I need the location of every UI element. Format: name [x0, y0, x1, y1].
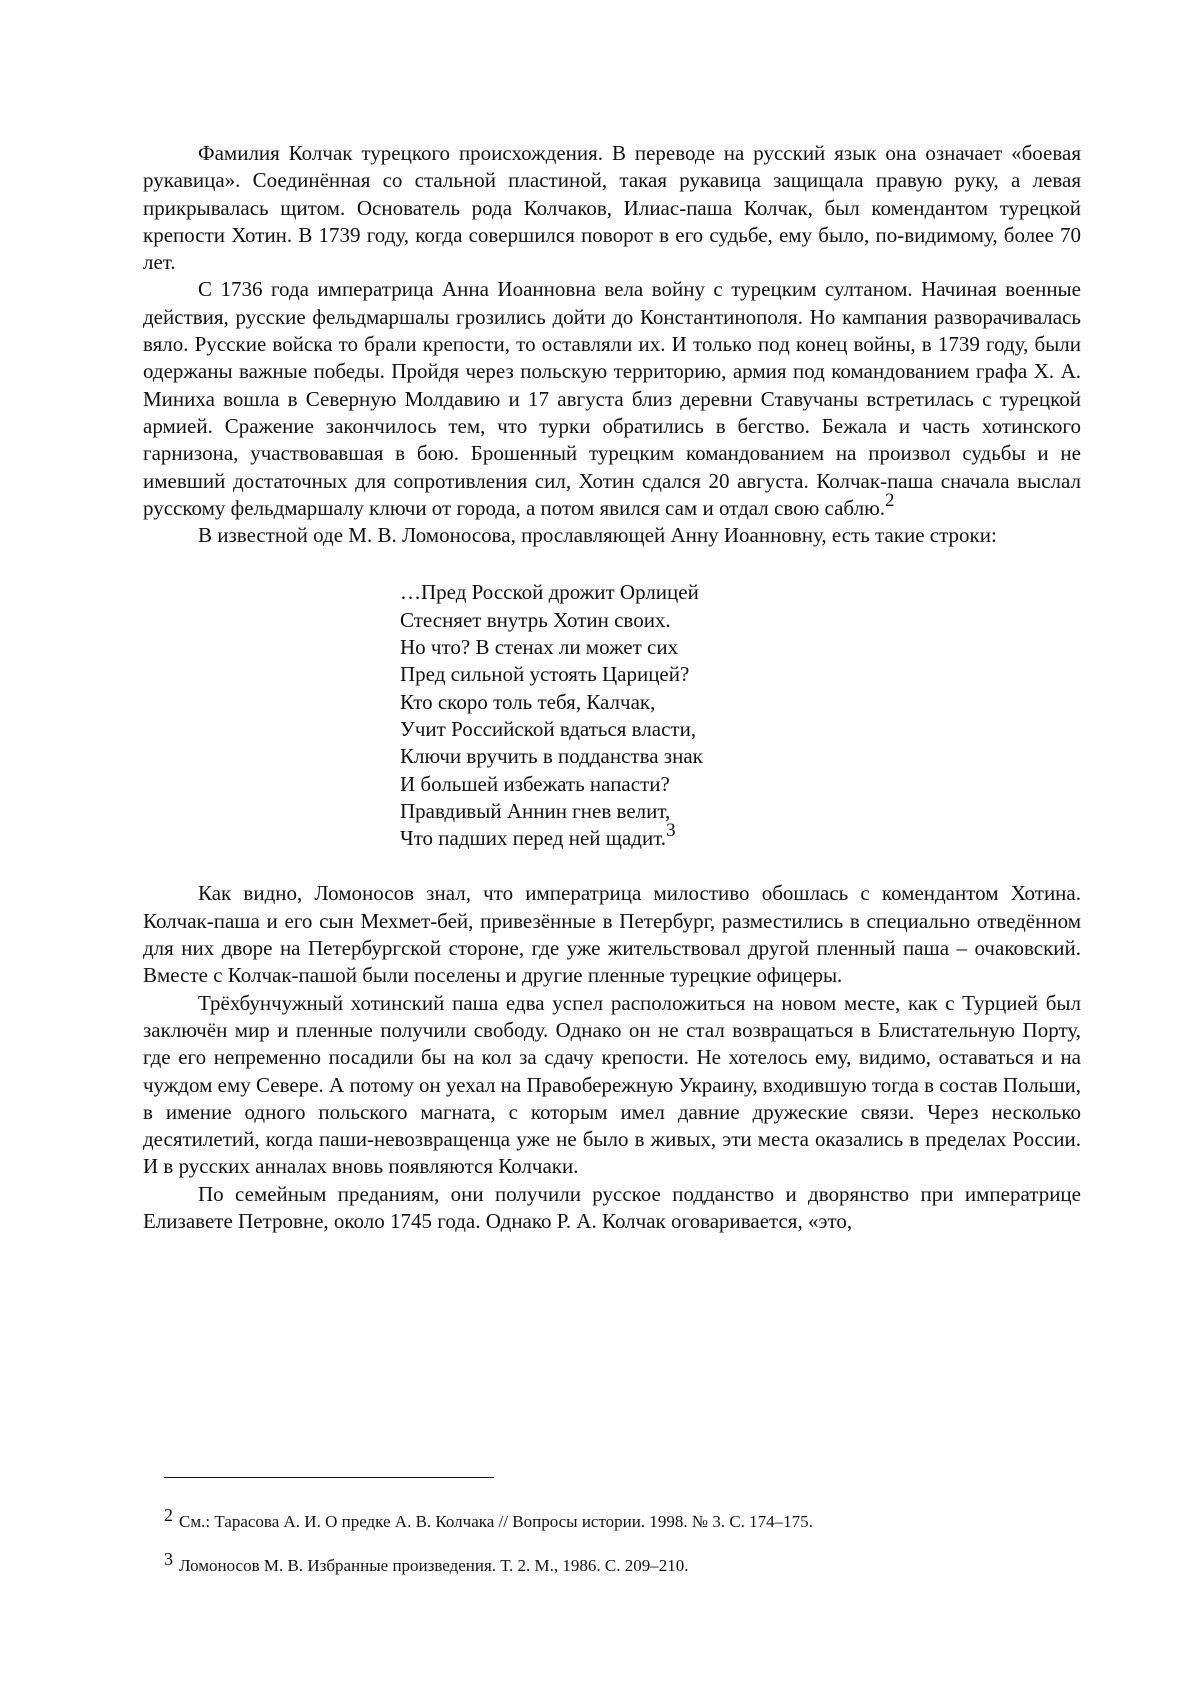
paragraph	[143, 276, 1081, 522]
paragraph-text: По семейным преданиям, они получили русское подданство и дворянство при императрице Елизавете Петровне, около 1745 года. Однако Р. А. Колчак оговаривается, «это,	[143, 1181, 1081, 1233]
footnotes	[164, 1505, 1064, 1598]
main-text	[143, 140, 1081, 1235]
paragraph	[143, 140, 1081, 276]
poem-line: Но что? В стенах ли может сих	[400, 635, 679, 660]
poem-line-text: Что падших перед ней щадит.	[400, 826, 667, 851]
footnote-number: 3	[164, 1549, 173, 1569]
footnote-number: 2	[164, 1505, 173, 1525]
paragraph-text: С 1736 года императрица Анна Иоанновна вела войну с турецким султаном. Начиная военные действия, русские фельдмаршалы грозились дойти до Константинополя. Но кампания разворачивалась вяло. Русские войска то брали крепости, то оставляли их. И только под конец войны, в 1739 году, были одержаны важные победы. Пройдя через польскую территорию, армия под командованием графа Х. А. Миниха вошла в Северную Молдавию и 17 августа близ деревни Ставучаны встретилась с турецкой армией. Сражение закончилось тем, что турки обратились в бегство. Бежала и часть хотинского гарнизона, участвовавшая в бою. Брошенный турецким командованием на произвол судьбы и не имевший достаточных для сопротивления сил, Хотин сдался 20 августа. Колчак-паша сначала выслал русскому фельдмаршалу ключи от города, а потом явился сам и отдал свою саблю.	[143, 277, 1081, 520]
paragraph-text: Трёхбунчужный хотинский паша едва успел расположиться на новом месте, как с Турцией был заключён мир и пленные получили свободу. Однако он не стал возвращаться в Блистательную Порту, где его непременно посадили бы на кол за сдачу крепости. Не хотелось ему, видимо, оставаться и на чуждом ему Севере. А потому он уехал на Правобережную Украину, входившую тогда в состав Польши, в имение одного польского магната, с которым имел давние дружеские связи. Через несколько десятилетий, когда паши-невозвращенца уже не было в живых, эти места оказались в пределах России. И в русских анналах вновь появляются Колчаки.	[143, 990, 1081, 1179]
footnote-separator	[164, 1477, 494, 1478]
poem-line: Стесняет внутрь Хотин своих.	[400, 607, 671, 632]
paragraph	[143, 1181, 1081, 1236]
poem-line: И большей избежать напасти?	[400, 771, 670, 796]
paragraph	[143, 880, 1081, 989]
poem-line: Кто скоро толь тебя, Калчак,	[400, 689, 656, 714]
footnote-reference: 2	[885, 489, 895, 511]
poem-line-last	[400, 820, 1081, 852]
paragraph-text: В известной оде М. В. Ломоносова, прославляющей Анну Иоанновну, есть такие строки:	[198, 523, 997, 548]
poem-line: Правдивый Аннин гнев велит,	[400, 798, 671, 823]
footnote	[164, 1549, 1064, 1577]
footnote-text: См.: Тарасова А. И. О предке А. В. Колчака // Вопросы истории. 1998. № 3. С. 174–175.	[179, 1512, 813, 1531]
footnote-reference: 3	[666, 820, 676, 842]
paragraph-text: Фамилия Колчак турецкого происхождения. В переводе на русский язык она означает «боевая рукавица». Соединённая со стальной пластиной, такая рукавица защищала правую руку, а левая прикрывалась щитом. Основатель рода Колчаков, Илиас-паша Колчак, был комендантом турецкой крепости Хотин. В 1739 году, когда совершился поворот в его судьбе, ему было, по-видимому, более 70 лет.	[143, 141, 1081, 275]
poem-line: Ключи вручить в подданства знак	[400, 744, 703, 769]
poem-line: …Пред Росской дрожит Орлицей	[400, 580, 699, 605]
poem-line: Пред сильной устоять Царицей?	[400, 662, 690, 687]
paragraph	[143, 522, 1081, 549]
footnote-text: Ломоносов М. В. Избранные произведения. Т. 2. М., 1986. С. 209–210.	[179, 1556, 689, 1575]
paragraph	[143, 990, 1081, 1181]
paragraph-text: Как видно, Ломоносов знал, что императрица милостиво обошлась с комендантом Хотина. Колчак-паша и его сын Мехмет-бей, привезённые в Петербург, разместились в специально отведённом для них дворе на Петербургской стороне, где уже жительствовал другой пленный паша – очаковский. Вместе с Колчак-пашой были поселены и другие пленные турецкие офицеры.	[143, 881, 1081, 988]
poem-line: Учит Российской вдаться власти,	[400, 716, 697, 741]
footnote	[164, 1505, 1064, 1533]
poem-quote	[143, 579, 1081, 852]
